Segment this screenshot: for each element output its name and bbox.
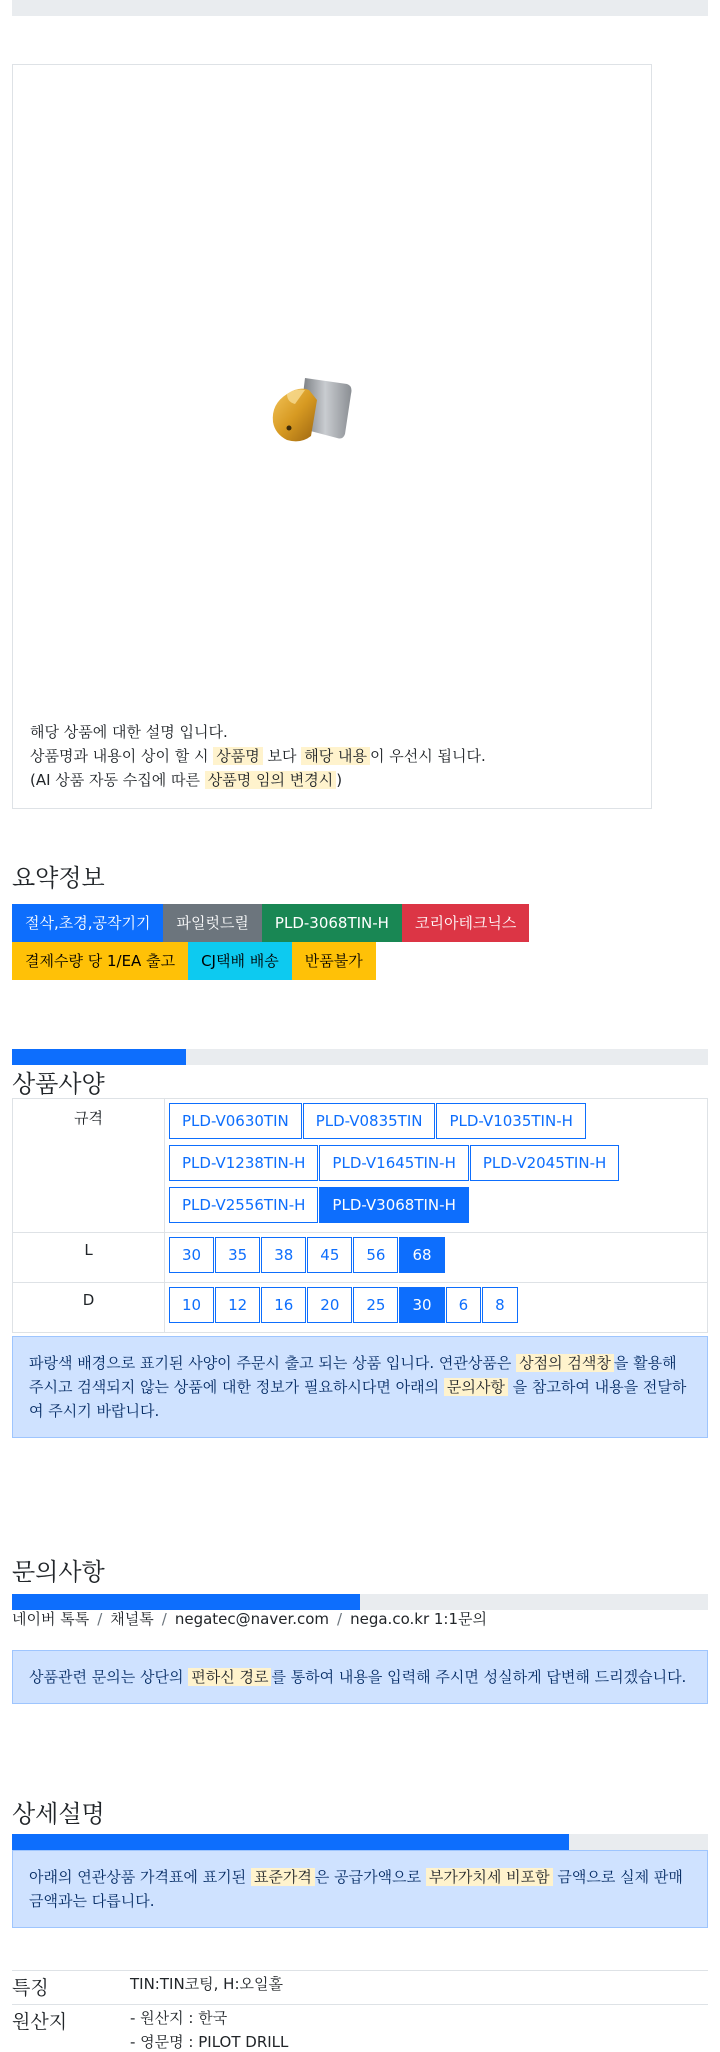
badge-brand: 코리아테크닉스 <box>402 904 529 942</box>
d-option[interactable]: 20 <box>307 1287 352 1323</box>
spec-size-label: 규격 <box>13 1099 165 1233</box>
spec-option[interactable]: PLD-V2556TIN-H <box>169 1187 318 1223</box>
spec-l-options <box>169 1237 703 1279</box>
badge-no-return: 반품불가 <box>292 942 376 980</box>
l-option[interactable]: 45 <box>307 1237 352 1273</box>
badge-courier: CJ택배 배송 <box>188 942 292 980</box>
summary-badges <box>12 904 652 980</box>
detail-feature-value: TIN:TIN코팅, H:오일홀 <box>130 1971 708 2005</box>
detail-origin-english-name: - 영문명 : PILOT DRILL <box>130 2033 289 2051</box>
detail-row-origin <box>12 2005 708 2052</box>
contact-links: 네이버 톡톡 / 채널톡 / negatec@naver.com / nega.co.kr 1:1문의 <box>12 1610 487 1628</box>
detail-origin-label: 원산지 <box>12 2005 130 2052</box>
d-option[interactable]: 8 <box>482 1287 518 1323</box>
d-option[interactable]: 10 <box>169 1287 214 1323</box>
d-option[interactable]: 6 <box>446 1287 482 1323</box>
l-option-selected[interactable]: 68 <box>399 1237 444 1273</box>
contact-site-inquiry[interactable]: nega.co.kr 1:1문의 <box>350 1610 487 1628</box>
product-image-box <box>12 64 652 809</box>
spec-d-label: D <box>13 1283 165 1333</box>
d-option[interactable]: 12 <box>215 1287 260 1323</box>
highlight-content: 해당 내용 <box>301 747 370 765</box>
top-divider-bar <box>12 0 708 16</box>
summary-title: 요약정보 <box>12 864 105 892</box>
badge-category: 절삭,초경,공작기기 <box>12 904 163 942</box>
d-option[interactable]: 16 <box>261 1287 306 1323</box>
highlight-standard-price: 표준가격 <box>251 1868 315 1886</box>
product-image <box>265 370 357 460</box>
spec-option[interactable]: PLD-V0835TIN <box>303 1103 436 1139</box>
detail-progress-bar <box>12 1834 708 1850</box>
spec-option[interactable]: PLD-V1238TIN-H <box>169 1145 318 1181</box>
l-option[interactable]: 38 <box>261 1237 306 1273</box>
detail-feature-label: 특징 <box>12 1971 130 2005</box>
contact-naver-talk[interactable]: 네이버 톡톡 <box>12 1610 90 1628</box>
detail-title: 상세설명 <box>12 1800 105 1828</box>
inquiry-notice: 상품관련 문의는 상단의 편하신 경로 를 통하여 내용을 입력해 주시면 성실하게 답변해 드리겠습니다. <box>12 1650 708 1704</box>
contact-channel-talk[interactable]: 채널톡 <box>110 1610 154 1628</box>
spec-table <box>12 1098 708 1333</box>
l-option[interactable]: 30 <box>169 1237 214 1273</box>
detail-progress-fill <box>12 1834 569 1850</box>
product-notice <box>30 720 486 792</box>
badge-shipping-qty: 결제수량 당 1/EA 출고 <box>12 942 188 980</box>
spec-row-d <box>13 1283 708 1333</box>
l-option[interactable]: 35 <box>215 1237 260 1273</box>
detail-notice: 아래의 연관상품 가격표에 표기된 표준가격 은 공급가액으로 부가가치세 비포함 금액으로 실제 판매금액과는 다릅니다. <box>12 1850 708 1928</box>
spec-row-l <box>13 1233 708 1283</box>
spec-progress-bar <box>12 1049 708 1065</box>
spec-progress-fill <box>12 1049 186 1065</box>
spec-notice: 파랑색 배경으로 표기된 사양이 주문시 출고 되는 상품 입니다. 연관상품은 상점의 검색창 을 활용해 주시고 검색되지 않는 상품에 대한 정보가 필요하시다면 아래의 문의사항 을 참고하여 내용을 전달하여 주시기 바랍니다. <box>12 1336 708 1438</box>
detail-origin-country: - 원산지 : 한국 <box>130 2009 228 2027</box>
contact-email[interactable]: negatec@naver.com <box>174 1610 330 1628</box>
spec-d-options <box>169 1287 703 1329</box>
d-option-selected[interactable]: 30 <box>399 1287 444 1323</box>
spec-option[interactable]: PLD-V2045TIN-H <box>470 1145 619 1181</box>
l-option[interactable]: 56 <box>353 1237 398 1273</box>
spec-row-size <box>13 1099 708 1233</box>
badge-model: PLD-3068TIN-H <box>262 904 402 942</box>
spec-l-label: L <box>13 1233 165 1283</box>
highlight-vat-excluded: 부가가치세 비포함 <box>426 1868 553 1886</box>
spec-option[interactable]: PLD-V0630TIN <box>169 1103 302 1139</box>
spec-option[interactable]: PLD-V1035TIN-H <box>436 1103 585 1139</box>
notice-line-1: 해당 상품에 대한 설명 입니다. <box>30 723 228 741</box>
highlight-inquiry: 문의사항 <box>444 1378 508 1396</box>
spec-title: 상품사양 <box>12 1070 105 1098</box>
notice-line-3: (AI 상품 자동 수집에 따른 상품명 임의 변경시 ) <box>30 771 343 789</box>
spec-option[interactable]: PLD-V1645TIN-H <box>319 1145 468 1181</box>
d-option[interactable]: 25 <box>353 1287 398 1323</box>
badge-product-type: 파일럿드릴 <box>163 904 261 942</box>
highlight-search-box: 상점의 검색창 <box>516 1354 614 1372</box>
detail-row-feature <box>12 1971 708 2005</box>
highlight-route: 편하신 경로 <box>188 1668 271 1686</box>
spec-size-options <box>169 1103 703 1229</box>
spec-option-selected[interactable]: PLD-V3068TIN-H <box>319 1187 468 1223</box>
notice-line-2: 상품명과 내용이 상이 할 시 상품명 보다 해당 내용 이 우선시 됩니다. <box>30 747 486 765</box>
inquiry-title: 문의사항 <box>12 1558 105 1586</box>
highlight-name-change: 상품명 임의 변경시 <box>205 771 336 789</box>
detail-table <box>12 1970 708 2052</box>
highlight-product-name: 상품명 <box>213 747 262 765</box>
